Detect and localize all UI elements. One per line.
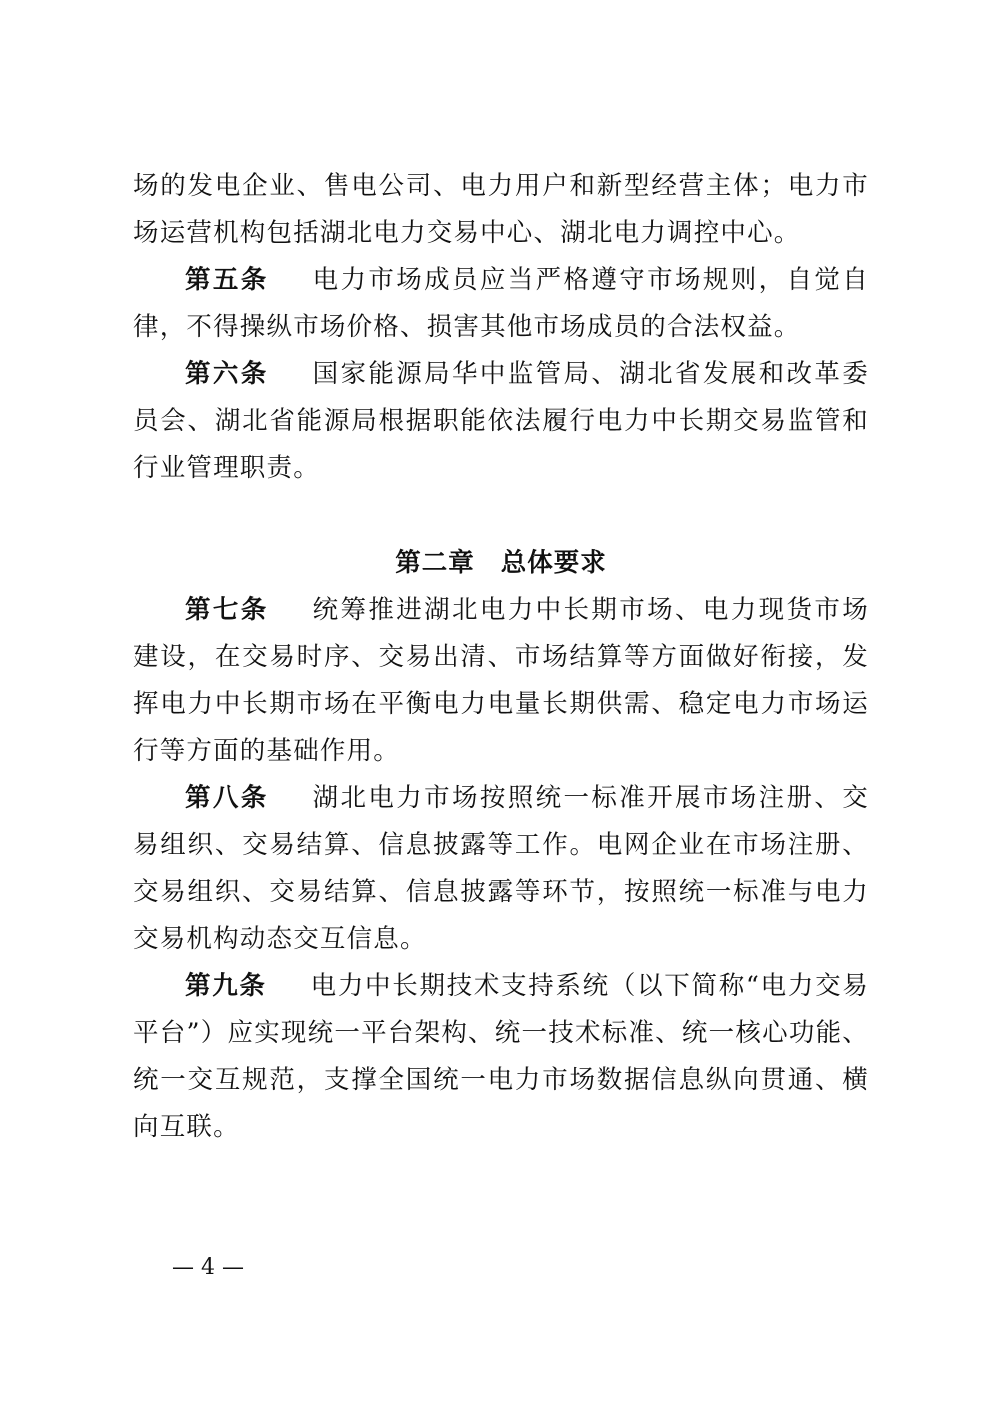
chapter-heading (133, 540, 869, 587)
article-9-text: 电力中长期技术支持系统（以下简称“电力交易平台”）应实现统一平台架构、统一技术标准、统一核心功能、统一交互规范，支撑全国统一电力市场数据信息纵向贯通、横向互联。 (133, 971, 869, 1142)
article-5-label: 第五条 (185, 265, 269, 295)
article-9 (133, 963, 869, 1151)
article-9-label: 第九条 (185, 971, 267, 1001)
continued-paragraph: 场的发电企业、售电公司、电力用户和新型经营主体；电力市场运营机构包括湖北电力交易中心、湖北电力调控中心。 (133, 171, 869, 248)
article-7-text: 统筹推进湖北电力中长期市场、电力现货市场建设，在交易时序、交易出清、市场结算等方面做好衔接，发挥电力中长期市场在平衡电力电量长期供需、稳定电力市场运行等方面的基础作用。 (133, 595, 869, 766)
article-5 (133, 257, 869, 351)
text-block-bottom (133, 587, 869, 1151)
article-7-label: 第七条 (185, 595, 269, 625)
article-6-text: 国家能源局华中监管局、湖北省发展和改革委员会、湖北省能源局根据职能依法履行电力中长期交易监管和行业管理职责。 (133, 359, 869, 483)
article-7 (133, 587, 869, 775)
article-8-text: 湖北电力市场按照统一标准开展市场注册、交易组织、交易结算、信息披露等工作。电网企业在市场注册、交易组织、交易结算、信息披露等环节，按照统一标准与电力交易机构动态交互信息。 (133, 783, 869, 954)
page-number: — 4 — (172, 1255, 244, 1280)
article-6 (133, 351, 869, 492)
article-8-label: 第八条 (185, 783, 269, 813)
article-5-text: 电力市场成员应当严格遵守市场规则，自觉自律，不得操纵市场价格、损害其他市场成员的合法权益。 (133, 265, 869, 342)
article-6-label: 第六条 (185, 359, 269, 389)
article-8 (133, 775, 869, 963)
text-block-top (133, 163, 869, 492)
chapter-number: 第二章 (395, 548, 475, 578)
chapter-title: 总体要求 (500, 548, 607, 578)
